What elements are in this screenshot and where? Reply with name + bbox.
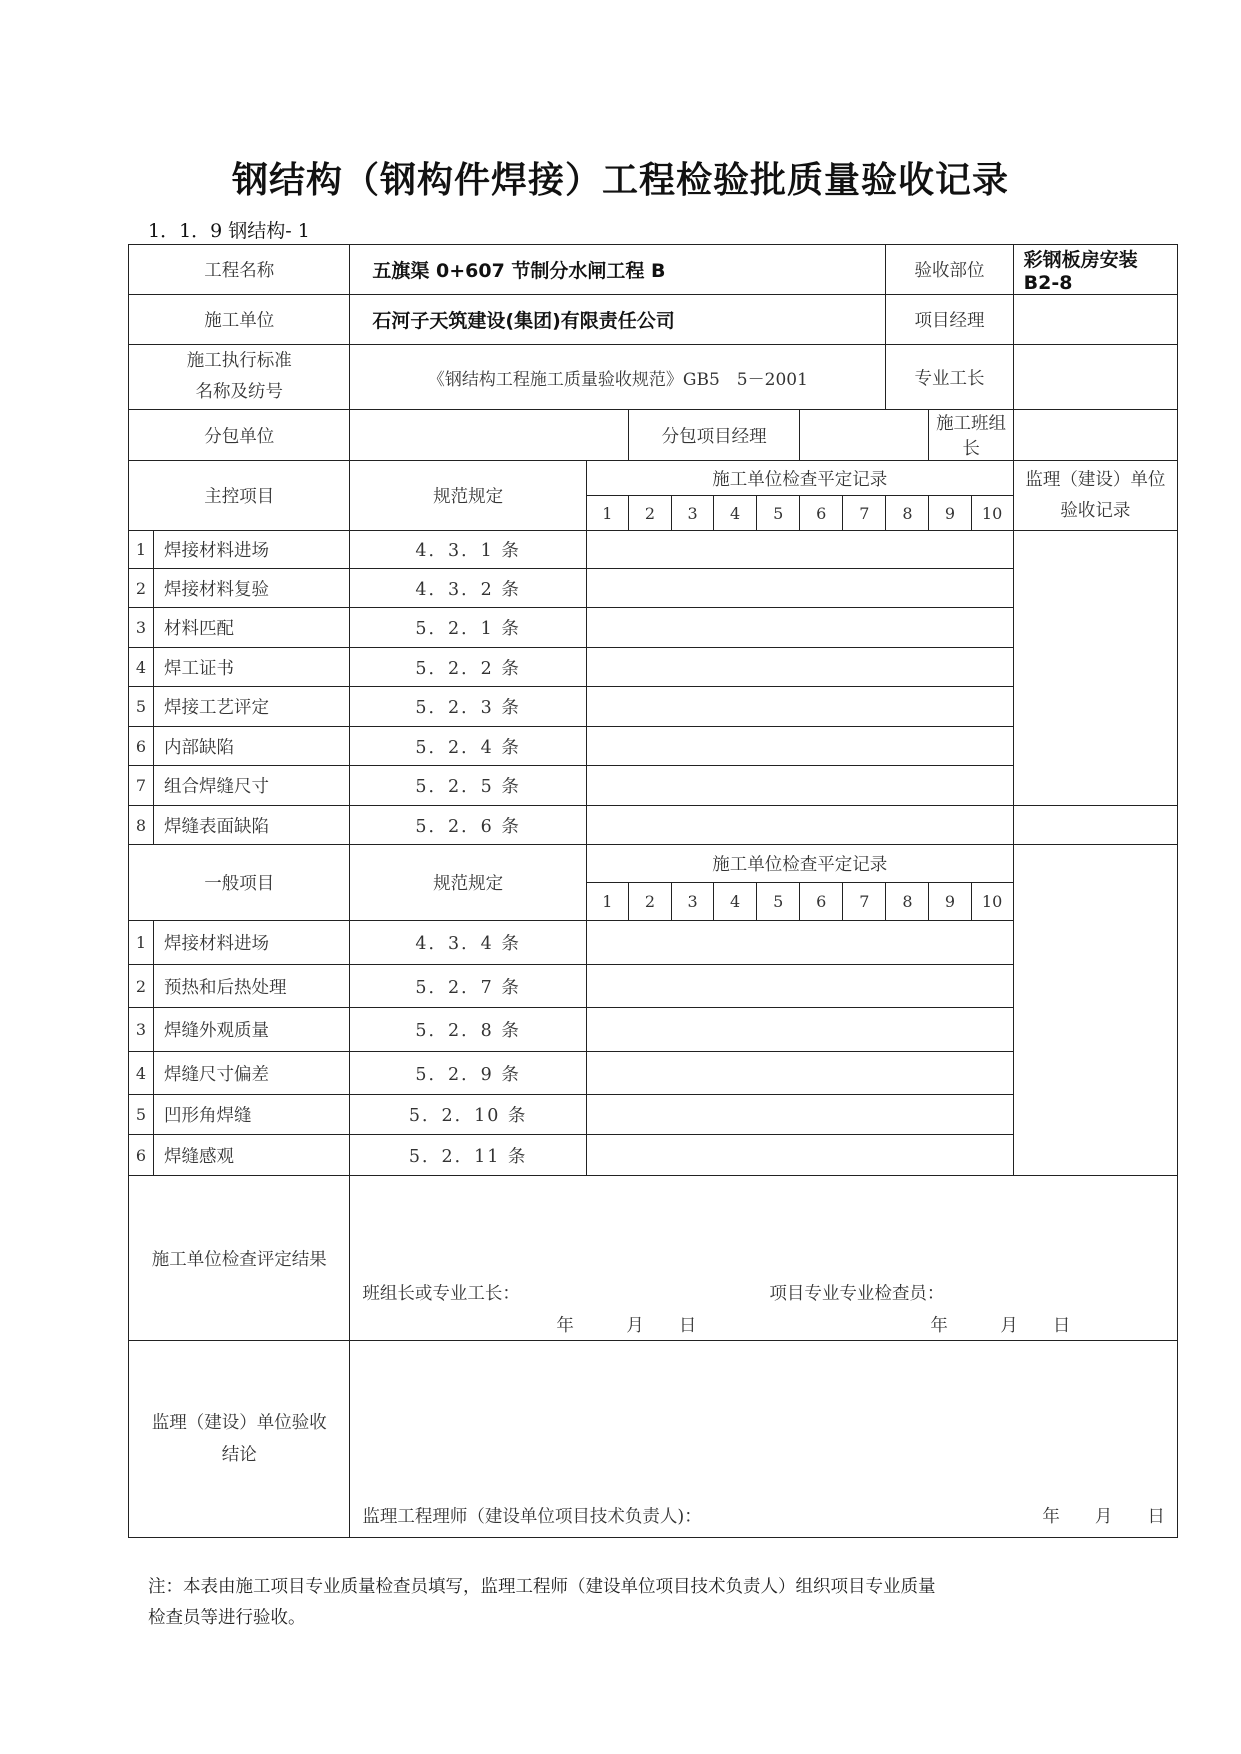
project-manager-label: 项目经理 xyxy=(886,295,1013,345)
supervision-result-label-line-2: 结论 xyxy=(221,1445,257,1465)
item-name: 焊缝尺寸偏差 xyxy=(154,1052,350,1095)
project-name-label: 工程名称 xyxy=(129,245,350,295)
construction-result-cell xyxy=(350,1176,1178,1341)
column-number: 9 xyxy=(929,496,971,531)
column-number: 2 xyxy=(628,883,671,921)
header-row-subcontractor xyxy=(129,410,1178,461)
supervision-record-label-line-2: 验收记录 xyxy=(1060,500,1131,521)
supervision-record-cell xyxy=(1013,806,1177,845)
item-name: 焊接材料复验 xyxy=(154,569,350,608)
row-number: 4 xyxy=(129,1052,154,1095)
team-leader-label: 施工班组长 xyxy=(929,410,1013,461)
item-name: 组合焊缝尺寸 xyxy=(154,766,350,806)
footnote-line-2: 检查员等进行验收。 xyxy=(148,1608,306,1628)
check-record-cell xyxy=(586,806,1013,845)
check-record-cell xyxy=(586,766,1013,806)
column-number: 3 xyxy=(672,496,714,531)
team-leader-value xyxy=(1013,410,1177,461)
date-line: 年 月 日 xyxy=(1042,1507,1165,1527)
supervision-result-row xyxy=(129,1341,1178,1538)
item-name: 凹形角焊缝 xyxy=(154,1095,350,1135)
standard-label xyxy=(129,345,350,410)
column-number: 7 xyxy=(843,883,886,921)
general-check-record-label: 施工单位检查平定记录 xyxy=(586,845,1013,883)
check-record-cell xyxy=(586,608,1013,648)
footnote xyxy=(148,1572,936,1634)
column-number: 8 xyxy=(886,496,929,531)
row-number: 2 xyxy=(129,569,154,608)
item-name: 焊缝表面缺陷 xyxy=(154,806,350,845)
item-name: 材料匹配 xyxy=(154,608,350,648)
check-record-cell xyxy=(586,1095,1013,1135)
date-line: 年 月 日 xyxy=(556,1316,697,1336)
supervision-record-label-line-1: 监理（建设）单位 xyxy=(1025,469,1166,490)
check-record-cell xyxy=(586,921,1013,965)
column-number: 3 xyxy=(672,883,714,921)
supervision-result-label-line-1: 监理（建设）单位验收 xyxy=(151,1413,327,1433)
general-header-row xyxy=(129,845,1178,883)
check-record-cell xyxy=(586,965,1013,1008)
item-clause: 4．3．4 条 xyxy=(350,921,586,965)
date-line: 年 月 日 xyxy=(930,1316,1071,1336)
column-number: 5 xyxy=(757,496,800,531)
foreman-value xyxy=(1013,345,1177,410)
row-number: 1 xyxy=(129,531,154,569)
item-name: 焊接工艺评定 xyxy=(154,687,350,727)
column-number: 6 xyxy=(800,496,843,531)
acceptance-part-label: 验收部位 xyxy=(886,245,1013,295)
check-record-cell xyxy=(586,1135,1013,1176)
contractor-label: 施工单位 xyxy=(129,295,350,345)
row-number: 2 xyxy=(129,965,154,1008)
item-clause: 5．2．1 条 xyxy=(350,608,586,648)
header-row-project xyxy=(129,245,1178,295)
column-number: 1 xyxy=(586,883,628,921)
check-record-cell xyxy=(586,727,1013,766)
column-number: 4 xyxy=(714,496,757,531)
column-number: 4 xyxy=(714,883,757,921)
standard-value: 《钢结构工程施工质量验收规范》GB5 5－2001 xyxy=(350,345,886,410)
row-number: 5 xyxy=(129,687,154,727)
item-clause: 5．2．7 条 xyxy=(350,965,586,1008)
sub-pm-label: 分包项目经理 xyxy=(628,410,799,461)
main-control-section-label: 主控项目 xyxy=(129,461,350,531)
check-record-cell xyxy=(586,648,1013,687)
standard-label-line-1: 施工执行标准 xyxy=(186,351,292,371)
row-number: 8 xyxy=(129,806,154,845)
main-control-check-record-label: 施工单位检查平定记录 xyxy=(586,461,1013,496)
row-number: 1 xyxy=(129,921,154,965)
item-clause: 5．2．9 条 xyxy=(350,1052,586,1095)
subcontractor-value xyxy=(350,410,629,461)
form-code: 1．1．9 钢结构- 1 xyxy=(148,220,310,242)
row-number: 6 xyxy=(129,1135,154,1176)
column-number: 9 xyxy=(929,883,971,921)
item-name: 焊缝外观质量 xyxy=(154,1008,350,1052)
header-row-standard xyxy=(129,345,1178,410)
item-clause: 5．2．10 条 xyxy=(350,1095,586,1135)
column-number: 10 xyxy=(971,883,1013,921)
team-leader-signature-label: 班组长或专业工长： xyxy=(362,1284,520,1304)
column-number: 2 xyxy=(628,496,671,531)
contractor-value: 石河子天筑建设(集团)有限责任公司 xyxy=(350,295,886,345)
column-number: 6 xyxy=(800,883,843,921)
item-clause: 4．3．2 条 xyxy=(350,569,586,608)
item-clause: 5．2．3 条 xyxy=(350,687,586,727)
row-number: 7 xyxy=(129,766,154,806)
row-number: 3 xyxy=(129,1008,154,1052)
supervisor-signature-label: 监理工程理师（建设单位项目技术负责人)： xyxy=(362,1507,702,1527)
supervision-record-label xyxy=(1013,461,1177,531)
column-number: 8 xyxy=(886,883,929,921)
sub-pm-value xyxy=(800,410,929,461)
item-name: 内部缺陷 xyxy=(154,727,350,766)
check-record-cell xyxy=(586,1052,1013,1095)
row-number: 4 xyxy=(129,648,154,687)
item-clause: 5．2．2 条 xyxy=(350,648,586,687)
check-record-cell xyxy=(586,531,1013,569)
general-supervision-cell xyxy=(1013,845,1177,1176)
construction-result-box xyxy=(350,1176,1177,1340)
construction-result-label: 施工单位检查评定结果 xyxy=(129,1176,350,1341)
supervision-result-label xyxy=(129,1341,350,1538)
check-record-cell xyxy=(586,687,1013,727)
item-clause: 5．2．8 条 xyxy=(350,1008,586,1052)
inspection-form-table xyxy=(128,244,1178,1538)
header-row-contractor xyxy=(129,295,1178,345)
column-number: 1 xyxy=(586,496,628,531)
page-title: 钢结构（钢构件焊接）工程检验批质量验收记录 xyxy=(231,160,1009,201)
column-number: 5 xyxy=(757,883,800,921)
acceptance-part-value: 彩钢板房安装 B2-8 xyxy=(1013,245,1177,295)
project-name-value: 五旗渠 0+607 节制分水闸工程 B xyxy=(350,245,886,295)
footnote-line-1: 注：本表由施工项目专业质量检查员填写，监理工程师（建设单位项目技术负责人）组织项目专业质量 xyxy=(148,1577,936,1597)
construction-result-row xyxy=(129,1176,1178,1341)
foreman-label: 专业工长 xyxy=(886,345,1013,410)
item-clause: 5．2．4 条 xyxy=(350,727,586,766)
item-name: 焊工证书 xyxy=(154,648,350,687)
row-number: 6 xyxy=(129,727,154,766)
item-clause: 5．2．6 条 xyxy=(350,806,586,845)
main-control-spec-label: 规范规定 xyxy=(350,461,586,531)
main-control-header-row xyxy=(129,461,1178,496)
item-name: 预热和后热处理 xyxy=(154,965,350,1008)
item-name: 焊接材料进场 xyxy=(154,531,350,569)
main-control-row xyxy=(129,531,1178,569)
supervision-record-cell xyxy=(1013,531,1177,806)
item-name: 焊缝感观 xyxy=(154,1135,350,1176)
item-clause: 4．3．1 条 xyxy=(350,531,586,569)
inspector-signature-label: 项目专业专业检查员： xyxy=(769,1284,945,1304)
check-record-cell xyxy=(586,569,1013,608)
standard-label-line-2: 名称及纺号 xyxy=(195,382,283,402)
main-control-row xyxy=(129,806,1178,845)
general-section-label: 一般项目 xyxy=(129,845,350,921)
row-number: 3 xyxy=(129,608,154,648)
row-number: 5 xyxy=(129,1095,154,1135)
column-number: 7 xyxy=(843,496,886,531)
column-number: 10 xyxy=(971,496,1013,531)
project-manager-value xyxy=(1013,295,1177,345)
check-record-cell xyxy=(586,1008,1013,1052)
supervision-result-box xyxy=(350,1341,1177,1537)
item-clause: 5．2．11 条 xyxy=(350,1135,586,1176)
subcontractor-label: 分包单位 xyxy=(129,410,350,461)
item-clause: 5．2．5 条 xyxy=(350,766,586,806)
general-spec-label: 规范规定 xyxy=(350,845,586,921)
item-name: 焊接材料进场 xyxy=(154,921,350,965)
supervision-result-cell xyxy=(350,1341,1178,1538)
